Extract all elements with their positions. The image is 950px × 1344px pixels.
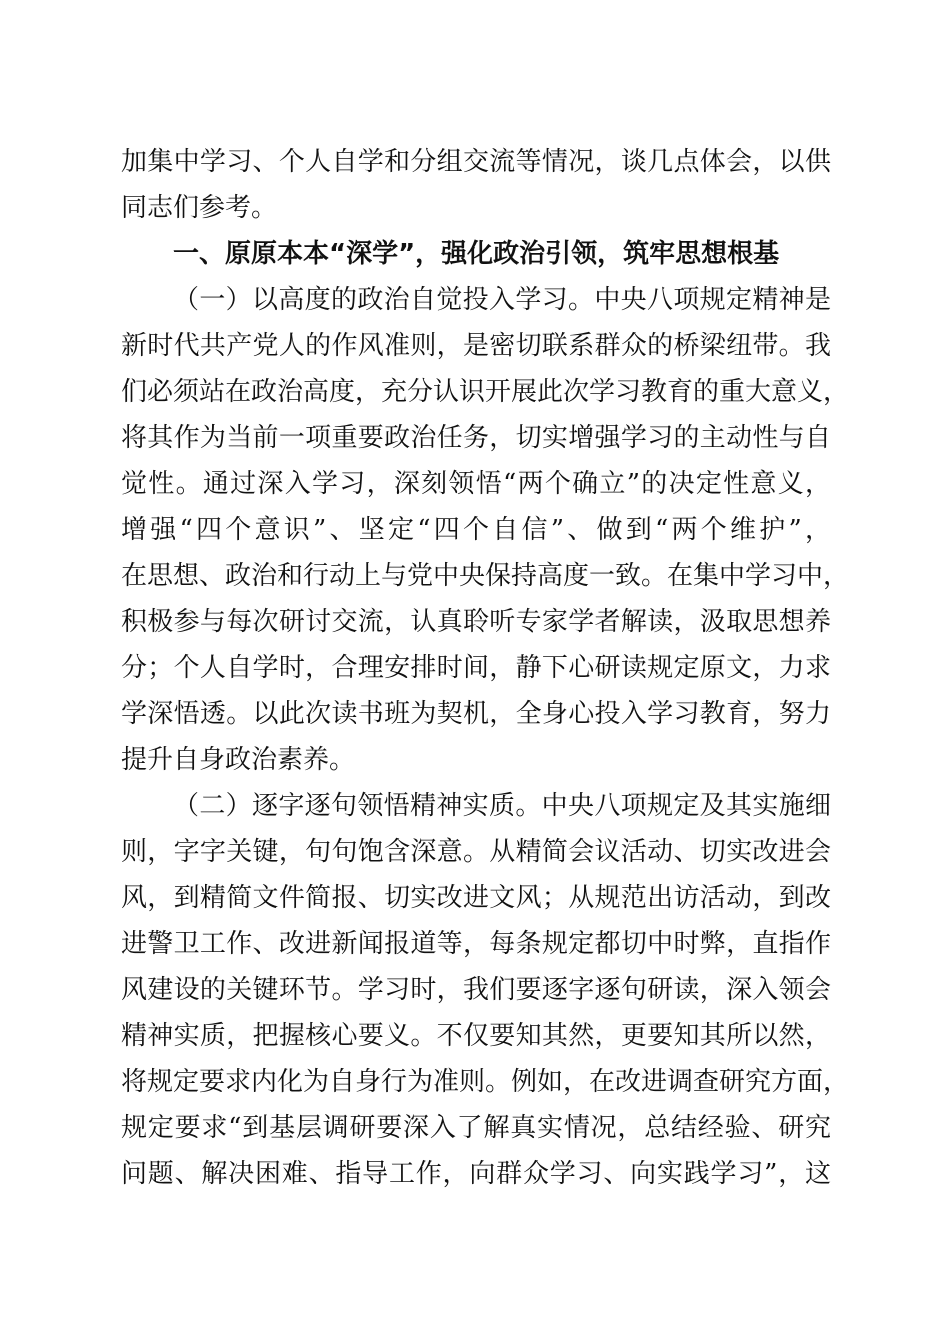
paragraph-2-line-7: 将规定要求内化为自身行为准则。例如，在改进调查研究方面， (121, 1067, 850, 1097)
paragraph-2-line-9: 问题、解决困难、指导工作，向群众学习、向实践学习”，这 (121, 1159, 831, 1189)
paragraph-2-line-3: 风，到精简文件简报、切实改进文风；从规范出访活动，到改 (121, 883, 831, 913)
paragraph-1-line-10: 学深悟透。以此次读书班为契机，全身心投入学习教育，努力 (121, 699, 831, 729)
paragraph-1-line-4: 将其作为当前一项重要政治任务，切实增强学习的主动性与自 (121, 423, 831, 453)
paragraph-2-line-5: 风建设的关键环节。学习时，我们要逐字逐句研读，深入领会 (121, 975, 831, 1005)
paragraph-1-line-1: （一）以高度的政治自觉投入学习。中央八项规定精神是 (173, 285, 831, 315)
paragraph-1-line-6: 增强“四个意识”、坚定“四个自信”、做到“两个维护”， (121, 515, 831, 545)
section-heading: 一、原原本本“深学”，强化政治引领，筑牢思想根基 (173, 239, 780, 269)
paragraph-1-line-2: 新时代共产党人的作风准则，是密切联系群众的桥梁纽带。我 (121, 331, 831, 361)
intro-line-2: 同志们参考。 (121, 193, 278, 223)
paragraph-1-line-8: 积极参与每次研讨交流，认真聆听专家学者解读，汲取思想养 (121, 607, 831, 637)
paragraph-2-line-6: 精神实质，把握核心要义。不仅要知其然，更要知其所以然， (121, 1021, 831, 1051)
paragraph-1-line-3: 们必须站在政治高度，充分认识开展此次学习教育的重大意义， (121, 377, 850, 407)
paragraph-2-line-1: （二）逐字逐句领悟精神实质。中央八项规定及其实施细 (173, 791, 831, 821)
intro-line-1: 加集中学习、个人自学和分组交流等情况，谈几点体会，以供 (121, 147, 831, 177)
paragraph-1-line-9: 分；个人自学时，合理安排时间，静下心研读规定原文，力求 (121, 653, 831, 683)
paragraph-2-line-2: 则，字字关键，句句饱含深意。从精简会议活动、切实改进会 (121, 837, 831, 867)
paragraph-1-line-11: 提升自身政治素养。 (121, 745, 356, 775)
paragraph-1-line-7: 在思想、政治和行动上与党中央保持高度一致。在集中学习中， (121, 561, 850, 591)
paragraph-1-line-5: 觉性。通过深入学习，深刻领悟“两个确立”的决定性意义， (121, 469, 831, 499)
paragraph-2-line-8: 规定要求“到基层调研要深入了解真实情况，总结经验、研究 (121, 1113, 831, 1143)
paragraph-2-line-4: 进警卫工作、改进新闻报道等，每条规定都切中时弊，直指作 (121, 929, 831, 959)
